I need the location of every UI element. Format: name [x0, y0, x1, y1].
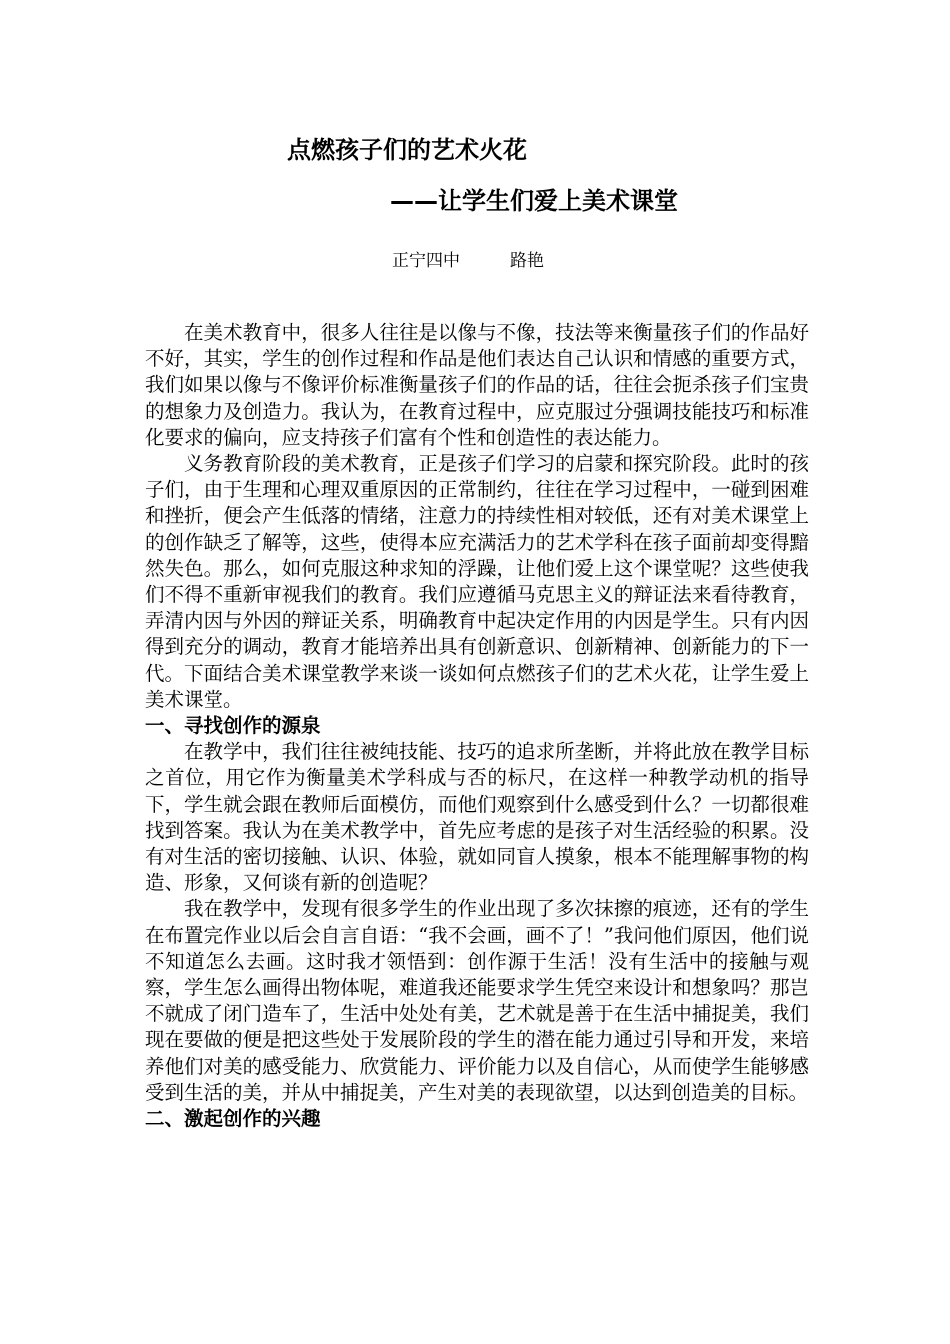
section-2-heading: 二、激起创作的兴趣: [145, 1107, 321, 1131]
school-name: 正宁四中: [392, 251, 460, 271]
intro-paragraph-1: 在美术教育中，很多人往往是以像与不像，技法等来衡量孩子们的作品好不好，其实，学生的创作过程和作品是他们表达自己认识和情感的重要方式，我们如果以像与不像评价标准衡量孩子们的作品的话，往往会扼杀孩子们宝贵的想象力及创造力。我认为，在教育过程中，应克服过分强调技能技巧和标准化要求的偏向，应支持孩子们富有个性和创造性的表达能力。: [145, 321, 809, 449]
document-title: 点燃孩子们的艺术火花: [287, 136, 527, 164]
section-1-heading: 一、寻找创作的源泉: [145, 714, 321, 738]
intro-paragraph-2: 义务教育阶段的美术教育，正是孩子们学习的启蒙和探究阶段。此时的孩子们，由于生理和心理双重原因的正常制约，往往在学习过程中，一碰到困难和挫折，便会产生低落的情绪，注意力的持续性相对较低，还有对美术课堂上的创作缺乏了解等，这些，使得本应充满活力的艺术学科在孩子面前却变得黯然失色。那么，如何克服这种求知的浮躁，让他们爱上这个课堂呢？这些使我们不得不重新审视我们的教育。我们应遵循马克思主义的辩证法来看待教育，弄清内因与外因的辩证关系，明确教育中起决定作用的内因是学生。只有内因得到充分的调动，教育才能培养出具有创新意识、创新精神、创新能力的下一代。下面结合美术课堂教学来谈一谈如何点燃孩子们的艺术火花，让学生爱上美术课堂。: [145, 452, 809, 711]
section-1-paragraph-1: 在教学中，我们往往被纯技能、技巧的追求所垄断，并将此放在教学目标之首位，用它作为衡量美术学科成与否的标尺，在这样一种教学动机的指导下，学生就会跟在教师后面模仿，而他们观察到什么感受到什么？一切都很难找到答案。我认为在美术教学中，首先应考虑的是孩子对生活经验的积累。没有对生活的密切接触、认识、体验，就如同盲人摸象，根本不能理解事物的构造、形象，又何谈有新的创造呢？: [145, 740, 809, 895]
section-1-paragraph-2: 我在教学中，发现有很多学生的作业出现了多次抹擦的痕迹，还有的学生在布置完作业以后会自言自语：“我不会画，画不了！”我问他们原因，他们说不知道怎么去画。这时我才领悟到：创作源于生活！没有生活中的接触与观察，学生怎么画得出物体呢，难道我还能要求学生凭空来设计和想象吗？那岂不就成了闭门造车了，生活中处处有美，艺术就是善于在生活中捕捉美，我们现在要做的便是把这些处于发展阶段的学生的潜在能力通过引导和开发，来培养他们对美的感受能力、欣赏能力、评价能力以及自信心，从而使学生能够感受到生活的美，并从中捕捉美，产生对美的表现欲望，以达到创造美的目标。: [145, 897, 809, 1104]
document-body: [145, 320, 809, 1132]
author-line: [392, 248, 544, 274]
author-name: 路艳: [510, 251, 544, 271]
document-subtitle: ——让学生们爱上美术课堂: [390, 187, 678, 215]
